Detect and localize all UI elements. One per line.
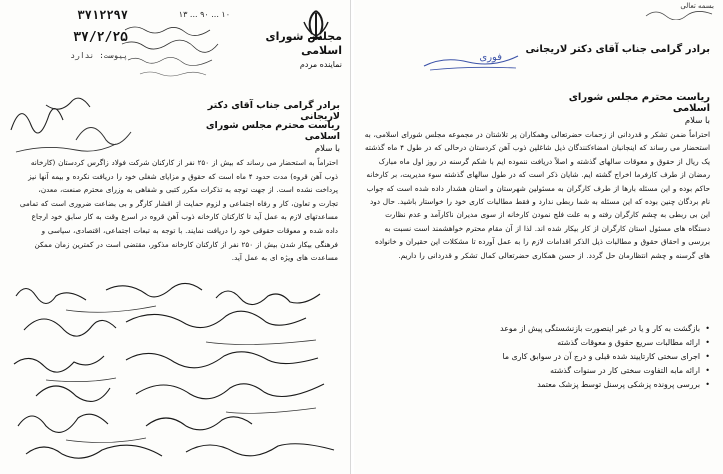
list-item: • بررسی پرونده پزشکی پرسنل توسط پزشک معتمد bbox=[394, 378, 710, 392]
attachment-label: پیوست: ندارد bbox=[70, 51, 128, 60]
list-item: • ارائه مطالبات سریع حقوق و معوقات گذشته bbox=[394, 336, 710, 350]
top-handwritten-note: ۱۰ ... ۹۰ ... ۱۳ bbox=[178, 10, 230, 19]
demands-list bbox=[394, 322, 710, 392]
left-greeting: با سلام bbox=[314, 144, 340, 154]
stamp-text: فوری bbox=[479, 52, 502, 63]
left-salutation-1: برادر گرامی جناب آقای دکتر لاریجانی bbox=[207, 100, 340, 122]
left-letter-body: احتراماً به استحضار می رساند که بیش از ۲۵۰ نفر از کارکنان شرکت فولاد زاگرس کردستان (کارخانه ذوب آهن قروه) مدت حدود ۴ ماه است که حقوق و مزایای شغلی خود را دریافت نکرده و بیمه آنها نیز پرداخت نشده است. از جهت توجه به تذکرات مکرر کتبی و شفاهی به وزرای محترم صنعت، معدن، تجارت و تعاون، کار و رفاه اجتماعی و لزوم حمایت از اقشار کارگر و بی بضاعت ضروری است که تمامی مساعدتهای لازم به عمل آید تا کارکنان کارخانه ذوب آهن قروه در اسرع وقت به کار سابق خود ارجاع داده شده و معوقات حقوقی خود را دریافت نمایند. با توجه به تبعات اجتماعی، اقتصادی، سیاسی و فرهنگی بیکار شدن بیش از ۲۵۰ نفر از کارکنان کارخانه مذکور، مقتضی است در کمترین زمان ممکن مساعدت های ویژه ای به عمل آید. bbox=[19, 158, 338, 263]
left-salutation-2: ریاست محترم مجلس شورای اسلامی bbox=[205, 120, 340, 142]
reference-number: ۳۷۱۲۲۹۷ bbox=[77, 8, 128, 22]
left-letter-page bbox=[0, 0, 351, 474]
right-letter-body: احتراماً ضمن تشکر و قدردانی از زحمات حضرتعالی وهمکاران پر تلاشتان در مجموعه مجلس شورای اسلامی، به استحضار می رساند که اینجانبان امضاءکنندگان ذیل شاغلین ذوب آهن کردستان درحالی که در طول ۴ ماه گذشته یک ریال از حقوق و معوقات سالهای گذشته و اصلاً دریافت ننموده ایم با شکم گرسنه در روز اول ماه مبارک رمضان از طرف کارفرما اخراج گشته ایم. شایان ذکر است که در طول سالهای گذشته سوء مدیریت، بر کارخانه حاکم بوده و این مسئله بارها از طرف کارگران به مسئولین شهرستان و استان هشدار داده شده است که جواب نام بردگان چنین بوده که این مسئله به شما ربطی ندارد و فقط مطالبات کاری خود را خواستار باشید. حال دود این بی ربطی به چشم کارگران رفته و به علت فلج نمودن کارخانه از سوی مدیران ناکارآمد و عدم نظارت دستگاه های مسئول استان کارگران از کار بیکار شده اند. لذا از آن مقام محترم خواهشمند است نسبت به بررسی و احقاق حقوق و مطالبات ذیل الذکر اقدامات لازم را به عمل آورده تا مشکلات این حقیران و خانواده های گرسنه و چشم انتظارمان حل گردد. از حسن همکاری حضرتعالی کمال تشکر و قدردانی را داریم. bbox=[364, 130, 710, 260]
top-note: بسمه تعالی bbox=[680, 2, 714, 10]
letterhead bbox=[232, 30, 342, 72]
right-salutation-1: برادر گرامی جناب آقای دکتر لاریجانی bbox=[525, 44, 710, 55]
reference-block bbox=[8, 8, 128, 60]
letterhead-subtitle: نماینده مردم bbox=[299, 60, 342, 69]
list-item: • اجرای سختی کارتاییند شده قبلی و درج آن در سوابق کاری ما bbox=[394, 350, 710, 364]
right-letter-page bbox=[354, 0, 723, 474]
signatures-block bbox=[6, 276, 342, 468]
right-greeting: با سلام bbox=[684, 116, 710, 126]
top-scribble bbox=[644, 4, 714, 20]
header-scribbles bbox=[120, 22, 230, 82]
list-item: • بازگشت به کار و یا در غیر اینصورت بازنشستگی پیش از موعد bbox=[394, 322, 710, 336]
list-item: • ارائه مابه التفاوت سختی کار در سنوات گذشته bbox=[394, 364, 710, 378]
reference-date: ۳۷/۲/۲۵ bbox=[73, 30, 128, 45]
right-salutation-2: ریاست محترم مجلس شورای اسلامی bbox=[568, 92, 710, 114]
margin-signatures-top bbox=[6, 90, 156, 160]
letterhead-title: مجلس شورای اسلامی bbox=[265, 30, 342, 57]
